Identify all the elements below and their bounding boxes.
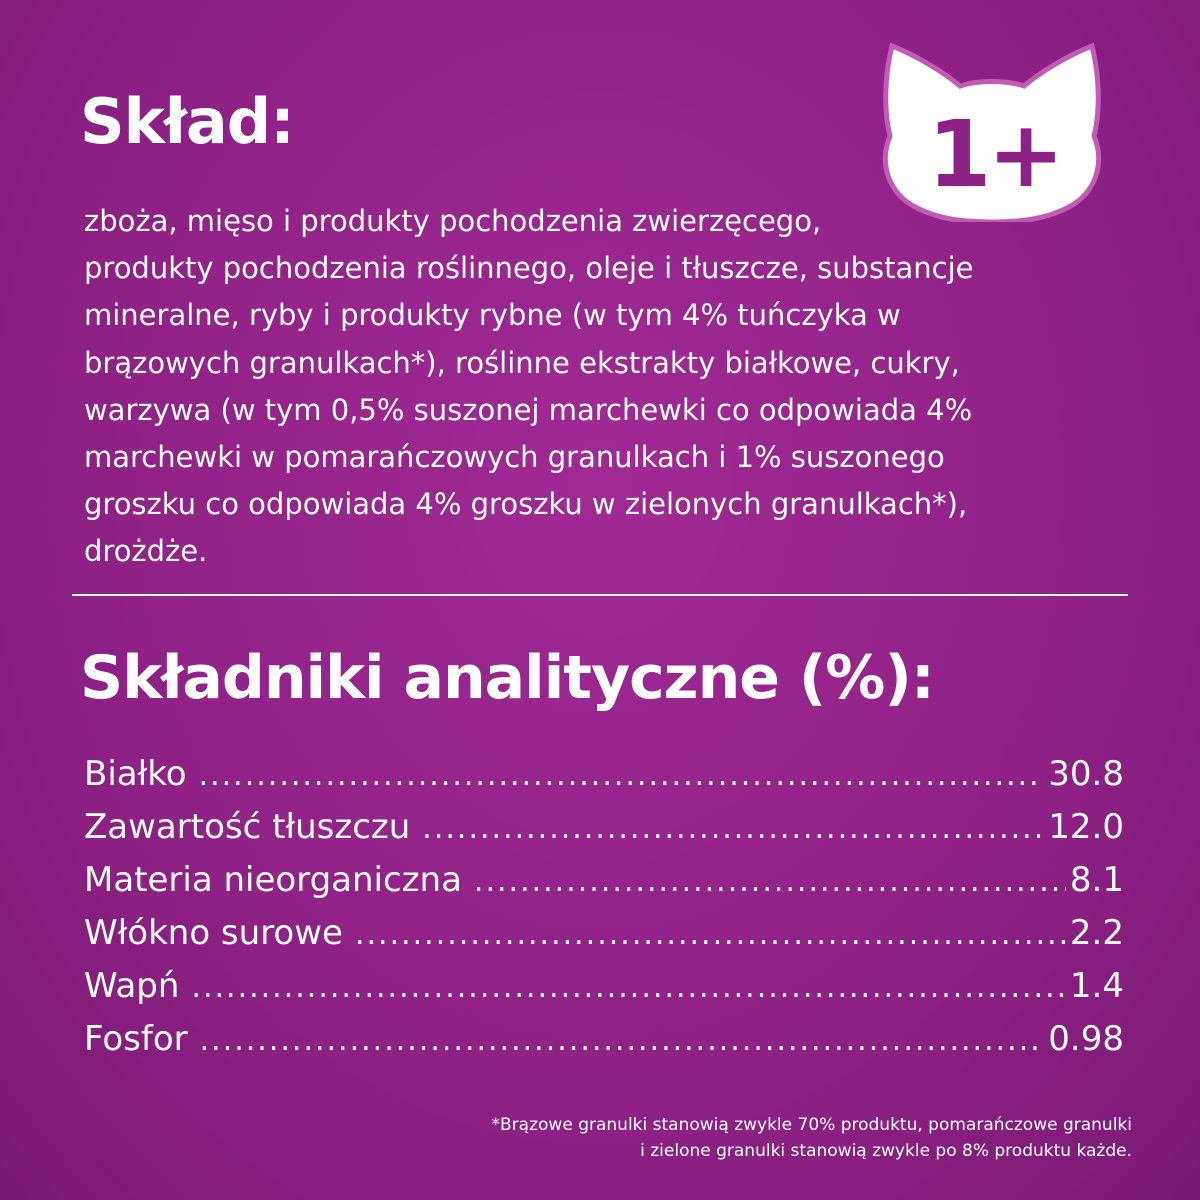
footnote-line: i zielone granulki stanowią zwykle po 8% produktu każde. [640,1141,1132,1161]
composition-title: Skład: [80,85,294,158]
dot-leader [199,749,1045,802]
composition-text [84,198,1124,576]
composition-line: mineralne, ryby i produkty rybne (w tym 4% tuńczyka w [84,298,901,333]
nutrient-row-calcium [84,960,1124,1013]
composition-line: drożdże. [84,534,208,569]
nutrient-label: Zawartość tłuszczu [84,807,411,847]
footnote-line: *Brązowe granulki stanowią zwykle 70% produktu, pomarańczowe granulki [491,1115,1132,1135]
composition-line: warzywa (w tym 0,5% suszonej marchewki co odpowiada 4% [84,392,973,427]
nutrient-label: Wapń [84,966,180,1006]
nutrient-label: Materia nieorganiczna [84,860,462,900]
composition-line: zboża, mięso i produkty pochodzenia zwierzęcego, [84,204,822,238]
nutrient-row-fat [84,801,1124,854]
nutrient-label: Fosfor [84,1019,188,1059]
nutrient-row-phosphorus [84,1013,1124,1066]
nutrient-value: 1.4 [1069,966,1124,1006]
nutrient-value: 12.0 [1048,807,1124,847]
nutrient-value: 2.2 [1069,913,1124,953]
nutrient-value: 30.8 [1048,754,1124,794]
badge-text: 1+ [927,101,1061,208]
nutrient-row-fibre [84,907,1124,960]
analytic-title: Składniki analityczne (%): [80,643,934,713]
nutrient-value: 0.98 [1048,1019,1124,1059]
dot-leader [191,961,1066,1014]
dot-leader [200,1014,1045,1067]
footnote [232,1112,1132,1164]
dot-leader [422,802,1044,855]
section-divider [72,594,1128,596]
dot-leader [355,908,1066,961]
composition-line: produkty pochodzenia roślinnego, oleje i tłuszcze, substancje [84,251,974,286]
dot-leader [474,855,1066,908]
nutrient-row-ash [84,854,1124,907]
cat-head-icon [878,38,1106,222]
nutrient-row-protein [84,748,1124,801]
nutrient-label: Białko [84,754,187,794]
nutrient-value: 8.1 [1069,860,1124,900]
composition-line: groszku co odpowiada 4% groszku w zielonych granulkach*), [84,487,968,522]
nutrient-table [84,748,1124,1066]
nutrient-label: Włókno surowe [84,913,343,953]
composition-line: brązowych granulkach*), roślinne ekstrakty białkowe, cukry, [84,345,960,380]
composition-line: marchewki w pomarańczowych granulkach i 1% suszonego [84,440,945,475]
age-badge [878,38,1106,222]
